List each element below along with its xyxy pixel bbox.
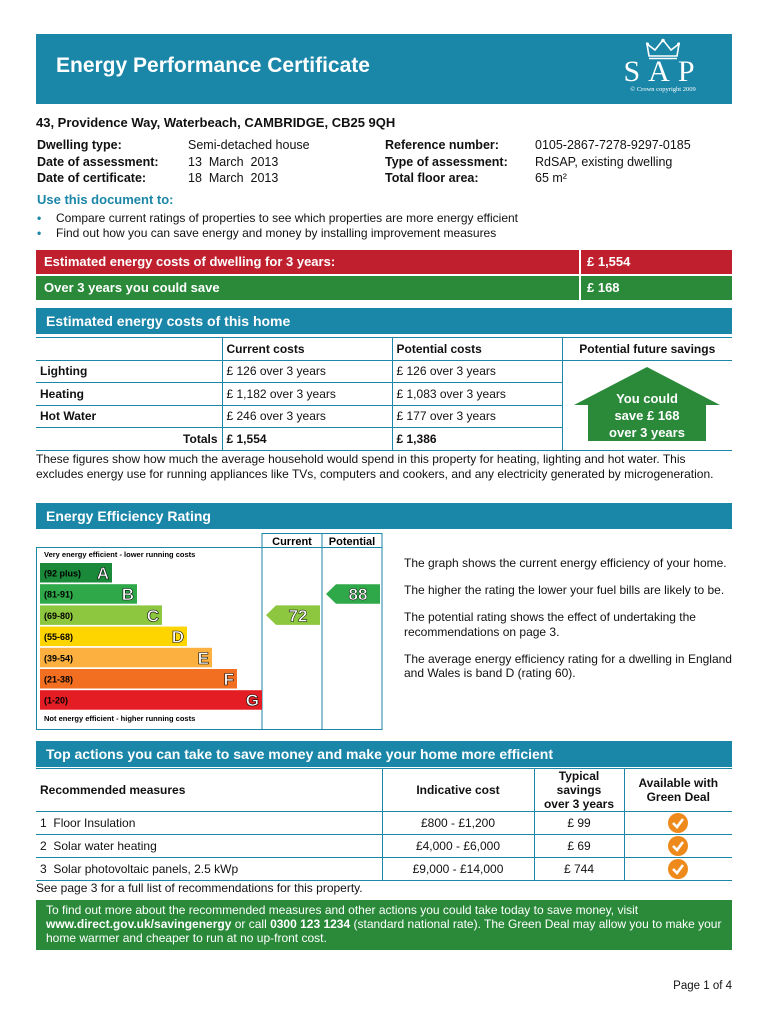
table-row [36,835,732,858]
sap-logo-text: SAP [623,55,703,88]
footer-text: (standard national rate). The Green Deal may allow you to make your home warmer and cheaper to run at no up-front cost. [46,917,722,945]
detail-label: Total floor area: [385,171,479,185]
cost-row-potential: £ 177 over 3 years [392,405,562,428]
totals-label: Totals [36,428,222,451]
detail-label: Reference number: [385,138,499,152]
savings-line-2: save £ 168 [614,407,680,423]
detail-row [385,154,691,171]
future-savings-header: Potential future savings [562,338,732,361]
rating-paragraph: The potential rating shows the effect of undertaking the recommendations on page 3. [404,610,696,639]
measure-number: 3 [40,862,47,876]
table-row [36,858,732,881]
use-document-list [37,211,518,241]
potential-costs-header: Potential costs [392,338,562,361]
rating-band-range: (39-54) [44,653,74,664]
estimated-cost-label: Estimated energy costs of dwelling for 3 years: [36,250,579,274]
rating-band-range: (81-91) [44,589,74,600]
rating-band-letter: A [96,564,109,583]
rating-band-letter: B [121,585,134,605]
measure-cost: £9,000 - £14,000 [382,858,534,881]
rating-band-range: (21-38) [44,674,74,685]
table-header-row [36,338,732,361]
measure-name: Solar photovoltaic panels, 2.5 kWp [53,862,239,876]
detail-label: Date of assessment: [37,154,159,169]
rating-paragraph: The average energy efficiency rating for a dwelling in England and Wales is band D (rating 60). [404,651,732,680]
rating-band-range: (69-80) [44,610,74,621]
detail-label: Dwelling type: [37,138,122,152]
estimated-cost-value: £ 1,554 [581,250,732,274]
totals-potential: £ 1,386 [392,428,562,451]
detail-row [37,154,310,171]
rating-bands [40,563,262,710]
cost-row-name: Hot Water [36,405,222,428]
current-rating-value: 72 [288,606,308,626]
see-page-note: See page 3 for a full list of recommendations for this property. [36,881,363,895]
green-deal-cell [624,835,732,858]
crown-copyright: © Crown copyright 2009 [630,86,696,93]
rating-paragraph: The graph shows the current energy efficiency of your home. [404,556,727,570]
green-deal-tick-icon [668,859,688,879]
rating-band-letter: D [171,627,184,647]
cost-row-potential: £ 1,083 over 3 years [392,383,562,406]
could-save-value: £ 168 [581,276,732,300]
measures-header: Recommended measures [36,769,382,812]
table-header-row [36,769,732,812]
list-item-text: Find out how you can save energy and money by installing improvement measures [56,226,497,240]
green-deal-tick-icon [668,813,688,833]
cost-row-current: £ 126 over 3 years [222,360,392,383]
savings-header-line: over 3 years [543,797,615,811]
rating-band-range: (55-68) [44,632,74,643]
property-address: 43, Providence Way, Waterbeach, CAMBRIDGE, CB25 9QH [36,115,396,130]
measure-number: 1 [40,816,47,830]
green-deal-tick-icon [668,836,688,856]
details-left [37,137,310,187]
costs-table [36,337,732,451]
list-item [37,211,518,226]
table-row [36,360,732,383]
detail-value: 13 March 2013 [188,154,279,169]
footer-text: To find out more about the recommended measures and other actions you could take today to save money, visit [46,903,639,917]
measure-savings: £ 744 [534,858,624,881]
green-deal-cell [624,858,732,881]
costs-note: These figures show how much the average household would spend in this property for heating, lighting and hot water. This excludes energy use for running appliances like TVs, computers and cookers, and any electricity generated by microgeneration. [36,452,714,481]
measure-cell [36,858,382,881]
measure-name: Floor Insulation [53,816,136,830]
savings-house-arrow [572,365,722,443]
page-title: Energy Performance Certificate [56,54,370,77]
footer-text: or call [231,917,271,931]
sap-logo [608,38,718,100]
measure-cell [36,835,382,858]
totals-current: £ 1,554 [222,428,392,451]
savings-arrow-cell [562,360,732,450]
rating-band-range: (1-20) [44,695,69,706]
measure-cost: £4,000 - £6,000 [382,835,534,858]
detail-value: 0105-2867-7278-9297-0185 [535,138,691,152]
savings-header-line: Typical savings [556,769,602,797]
phone-number: 0300 123 1234 [270,917,351,931]
potential-rating-value: 88 [348,585,368,605]
detail-value: RdSAP, existing dwelling [535,154,673,169]
measure-name: Solar water heating [53,839,157,853]
green-deal-header [624,769,732,812]
use-document-heading: Use this document to: [37,192,174,207]
top-efficiency-label: Very energy efficient - lower running costs [44,550,196,559]
saving-energy-link[interactable]: www.direct.gov.uk/savingenergy [46,917,232,931]
detail-row [37,170,310,187]
savings-line-1: You could [616,390,679,406]
table-row [36,812,732,835]
cost-row-name: Heating [36,383,222,406]
cost-header: Indicative cost [382,769,534,812]
savings-line-3: over 3 years [609,424,686,440]
bullet-icon: • [37,226,42,240]
could-save-bar [36,276,732,300]
rating-band-letter: G [245,691,259,711]
savings-header [534,769,624,812]
rating-band-letter: E [197,648,209,668]
rating-band-g [40,690,262,710]
green-deal-cell [624,812,732,835]
measure-number: 2 [40,839,47,853]
actions-table [36,768,732,881]
cost-row-potential: £ 126 over 3 years [392,360,562,383]
measure-cell [36,812,382,835]
estimated-cost-bar [36,250,732,274]
rating-explanation [404,556,734,693]
current-column-header: Current [272,536,312,548]
rating-arrows [266,584,380,625]
detail-row [385,137,691,154]
detail-row [37,137,310,154]
detail-value: 18 March 2013 [188,171,279,185]
bottom-efficiency-label: Not energy efficient - higher running costs [44,714,196,723]
cost-row-current: £ 1,182 over 3 years [222,383,392,406]
detail-value: Semi-detached house [188,138,310,152]
rating-band-range: (92 plus) [44,568,82,579]
detail-label: Type of assessment: [385,154,508,169]
list-item-text: Compare current ratings of properties to see which properties are more energy efficient [56,211,519,225]
detail-label: Date of certificate: [37,171,147,185]
green-deal-header-line: Available with [638,776,719,790]
detail-value: 65 m² [535,171,567,185]
current-costs-header: Current costs [222,338,392,361]
certificate-banner [36,34,732,104]
blank-header [36,338,222,361]
cost-row-name: Lighting [36,360,222,383]
costs-section-heading: Estimated energy costs of this home [36,308,732,334]
cost-row-current: £ 246 over 3 years [222,405,392,428]
could-save-label: Over 3 years you could save [36,276,579,300]
footer-info-box [36,900,732,950]
page-number: Page 1 of 4 [673,980,732,992]
measure-savings: £ 99 [534,812,624,835]
rating-paragraph: The higher the rating the lower your fuel bills are likely to be. [404,583,725,597]
rating-band-letter: C [146,606,159,626]
measure-savings: £ 69 [534,835,624,858]
measure-cost: £800 - £1,200 [382,812,534,835]
green-deal-header-line: Green Deal [646,790,710,804]
potential-column-header: Potential [328,536,376,548]
actions-section-heading: Top actions you can take to save money and make your home more efficient [36,741,732,767]
rating-band-letter: F [223,670,234,689]
detail-row [385,170,691,187]
details-right [385,137,691,187]
list-item [37,226,518,241]
rating-section-heading: Energy Efficiency Rating [36,503,732,529]
bullet-icon: • [37,211,42,225]
efficiency-rating-chart [36,533,386,731]
